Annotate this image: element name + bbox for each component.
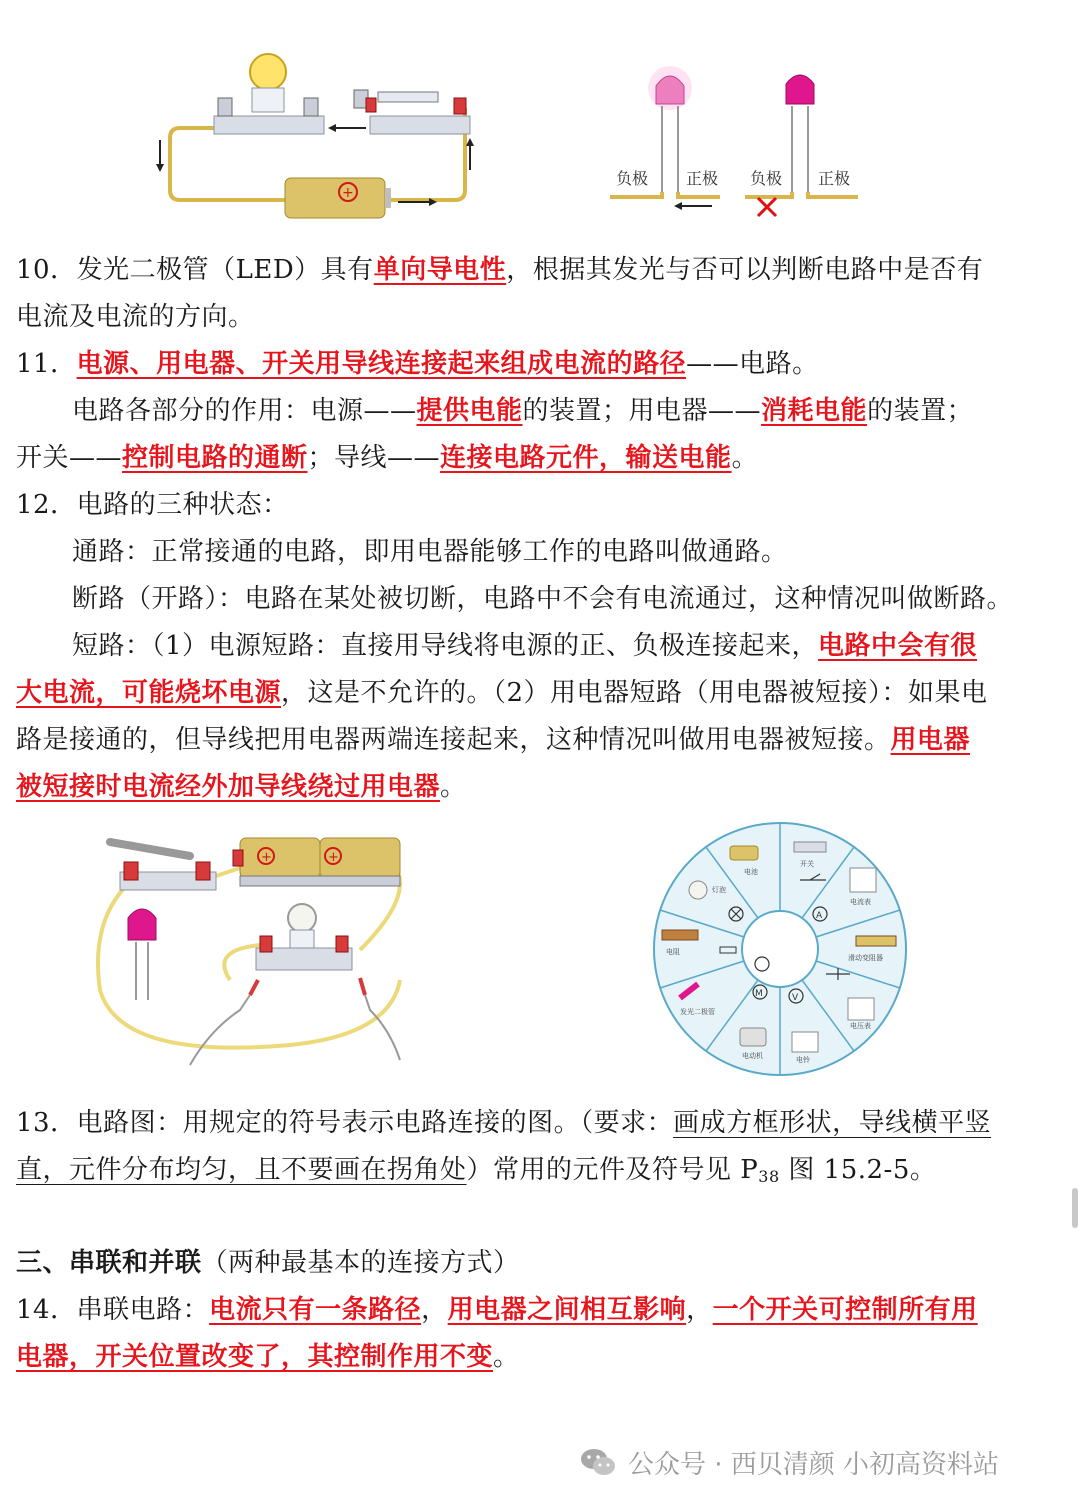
- short-circuit-figure: [90, 830, 430, 1075]
- answer-highlight: 用电器之间相互影响: [447, 1295, 687, 1325]
- wheel-label: 发光二极管: [680, 1008, 715, 1016]
- led-polarity-figure: [600, 60, 870, 230]
- watermark: [580, 1442, 999, 1482]
- component-symbols-wheel: [650, 818, 910, 1080]
- wheel-label: 灯泡: [712, 886, 726, 894]
- wheel-label: 电池: [744, 868, 758, 876]
- answer-highlight: 消耗电能: [761, 396, 868, 426]
- text: ，这是不允许的。（2）用电器短路（用电器被短接）：如果电: [281, 678, 988, 708]
- answer-highlight: 电源、用电器、开关用导线连接起来组成电流的路径: [76, 349, 687, 379]
- para-12-line-7: [16, 770, 1016, 804]
- para-12-line-5: [16, 676, 1016, 710]
- para-11-line-3: [16, 441, 1016, 475]
- text: ；导线——: [307, 443, 441, 473]
- answer-highlight: 一个开关可控制所有用: [712, 1295, 978, 1325]
- text: ，: [421, 1295, 448, 1325]
- text: ——电路。: [686, 349, 819, 379]
- text: 电流及电流的方向。: [16, 302, 255, 332]
- wheel-label: 电铃: [796, 1056, 810, 1064]
- text: 13．电路图：用规定的符号表示电路连接的图。（要求：: [16, 1108, 674, 1138]
- answer-highlight: 电路中会有很: [818, 631, 978, 661]
- answer-highlight: 用电器: [890, 725, 971, 755]
- wechat-icon: [580, 1447, 616, 1477]
- section-subtitle: （两种最基本的连接方式）: [201, 1248, 520, 1278]
- answer-highlight: 被短接时电流经外加导线绕过用电器: [16, 772, 441, 802]
- para-13-line-2: [16, 1153, 1016, 1194]
- para-12-line-3: [72, 582, 1072, 616]
- para-14-line-1: [16, 1293, 1016, 1327]
- answer-highlight: 提供电能: [416, 396, 523, 426]
- svg-text:+: +: [342, 185, 354, 201]
- svg-text:+: +: [261, 850, 272, 865]
- text: 。: [731, 443, 759, 473]
- wheel-label: 电阻: [666, 948, 680, 956]
- wheel-label: 电流表: [850, 898, 871, 906]
- scrollbar-thumb[interactable]: [1072, 1188, 1078, 1228]
- led-neg-label-1: 负极: [616, 169, 649, 188]
- wheel-label: 开关: [800, 860, 814, 868]
- answer-highlight: 连接电路元件，输送电能: [440, 443, 732, 473]
- para-12-line-1: [16, 488, 1016, 522]
- para-12-line-4: [72, 629, 1072, 663]
- svg-text:A: A: [816, 911, 823, 921]
- answer-highlight: 电器，开关位置改变了，其控制作用不变: [16, 1342, 494, 1372]
- text: 的装置；用电器——: [522, 396, 762, 426]
- para-10-line-1: [16, 253, 1016, 287]
- watermark-text: 公众号 · 西贝清颜 小初高资料站: [628, 1449, 1000, 1480]
- para-13-line-1: [16, 1106, 1016, 1140]
- text: 11．: [16, 349, 77, 379]
- page-subscript: 38: [758, 1167, 780, 1186]
- led-pos-label-1: 正极: [686, 169, 719, 188]
- para-11-line-2: [72, 394, 1072, 428]
- answer-highlight: 单向导电性: [373, 255, 507, 285]
- answer-highlight: 控制电路的通断: [122, 443, 308, 473]
- text: 。: [440, 772, 467, 802]
- text: 路是接通的，但导线把用电器两端连接起来，这种情况叫做用电器被短接。: [16, 725, 891, 755]
- text: ，: [686, 1295, 713, 1325]
- para-12-line-2: [72, 535, 1072, 569]
- text: 10．发光二极管（LED）具有: [16, 255, 374, 285]
- answer-highlight: 大电流，可能烧坏电源: [16, 678, 282, 708]
- text: 的装置；: [867, 396, 974, 426]
- text: 14．串联电路：: [16, 1295, 210, 1325]
- para-10-line-2: [16, 300, 1016, 334]
- section-title: 三、串联和并联: [16, 1248, 202, 1278]
- text: 断路（开路）：电路在某处被切断，电路中不会有电流通过，这种情况叫做断路。: [72, 584, 1014, 614]
- text: ）常用的元件及符号见 P: [466, 1155, 759, 1185]
- wheel-label: 电动机: [742, 1052, 763, 1060]
- requirement-underline: 直，元件分布均匀，且不要画在拐角处: [16, 1155, 467, 1185]
- para-11-line-1: [16, 347, 1016, 381]
- wheel-label: 滑动变阻器: [848, 954, 883, 962]
- answer-highlight: 电流只有一条路径: [209, 1295, 422, 1325]
- text: 。: [493, 1342, 520, 1372]
- text: 电路各部分的作用：电源——: [72, 396, 417, 426]
- led-neg-label-2: 负极: [750, 169, 783, 188]
- para-12-line-6: [16, 723, 1016, 757]
- wheel-label: 电压表: [850, 1022, 871, 1030]
- text: 通路：正常接通的电路，即用电器能够工作的电路叫做通路。: [72, 537, 788, 567]
- svg-text:M: M: [755, 989, 763, 999]
- section-3-heading: [16, 1246, 1016, 1280]
- simple-circuit-figure: [140, 40, 480, 220]
- text: 短路：（1）电源短路：直接用导线将电源的正、负极连接起来，: [72, 631, 819, 661]
- text: 12．电路的三种状态：: [16, 490, 289, 520]
- text: 开关——: [16, 443, 123, 473]
- para-14-line-2: [16, 1340, 1016, 1374]
- led-pos-label-2: 正极: [818, 169, 851, 188]
- svg-text:+: +: [328, 850, 339, 865]
- text: 图 15.2-5。: [779, 1155, 937, 1185]
- requirement-underline: 画成方框形状，导线横平竖: [673, 1108, 992, 1138]
- text: ，根据其发光与否可以判断电路中是否有: [506, 255, 984, 285]
- svg-text:V: V: [792, 993, 799, 1003]
